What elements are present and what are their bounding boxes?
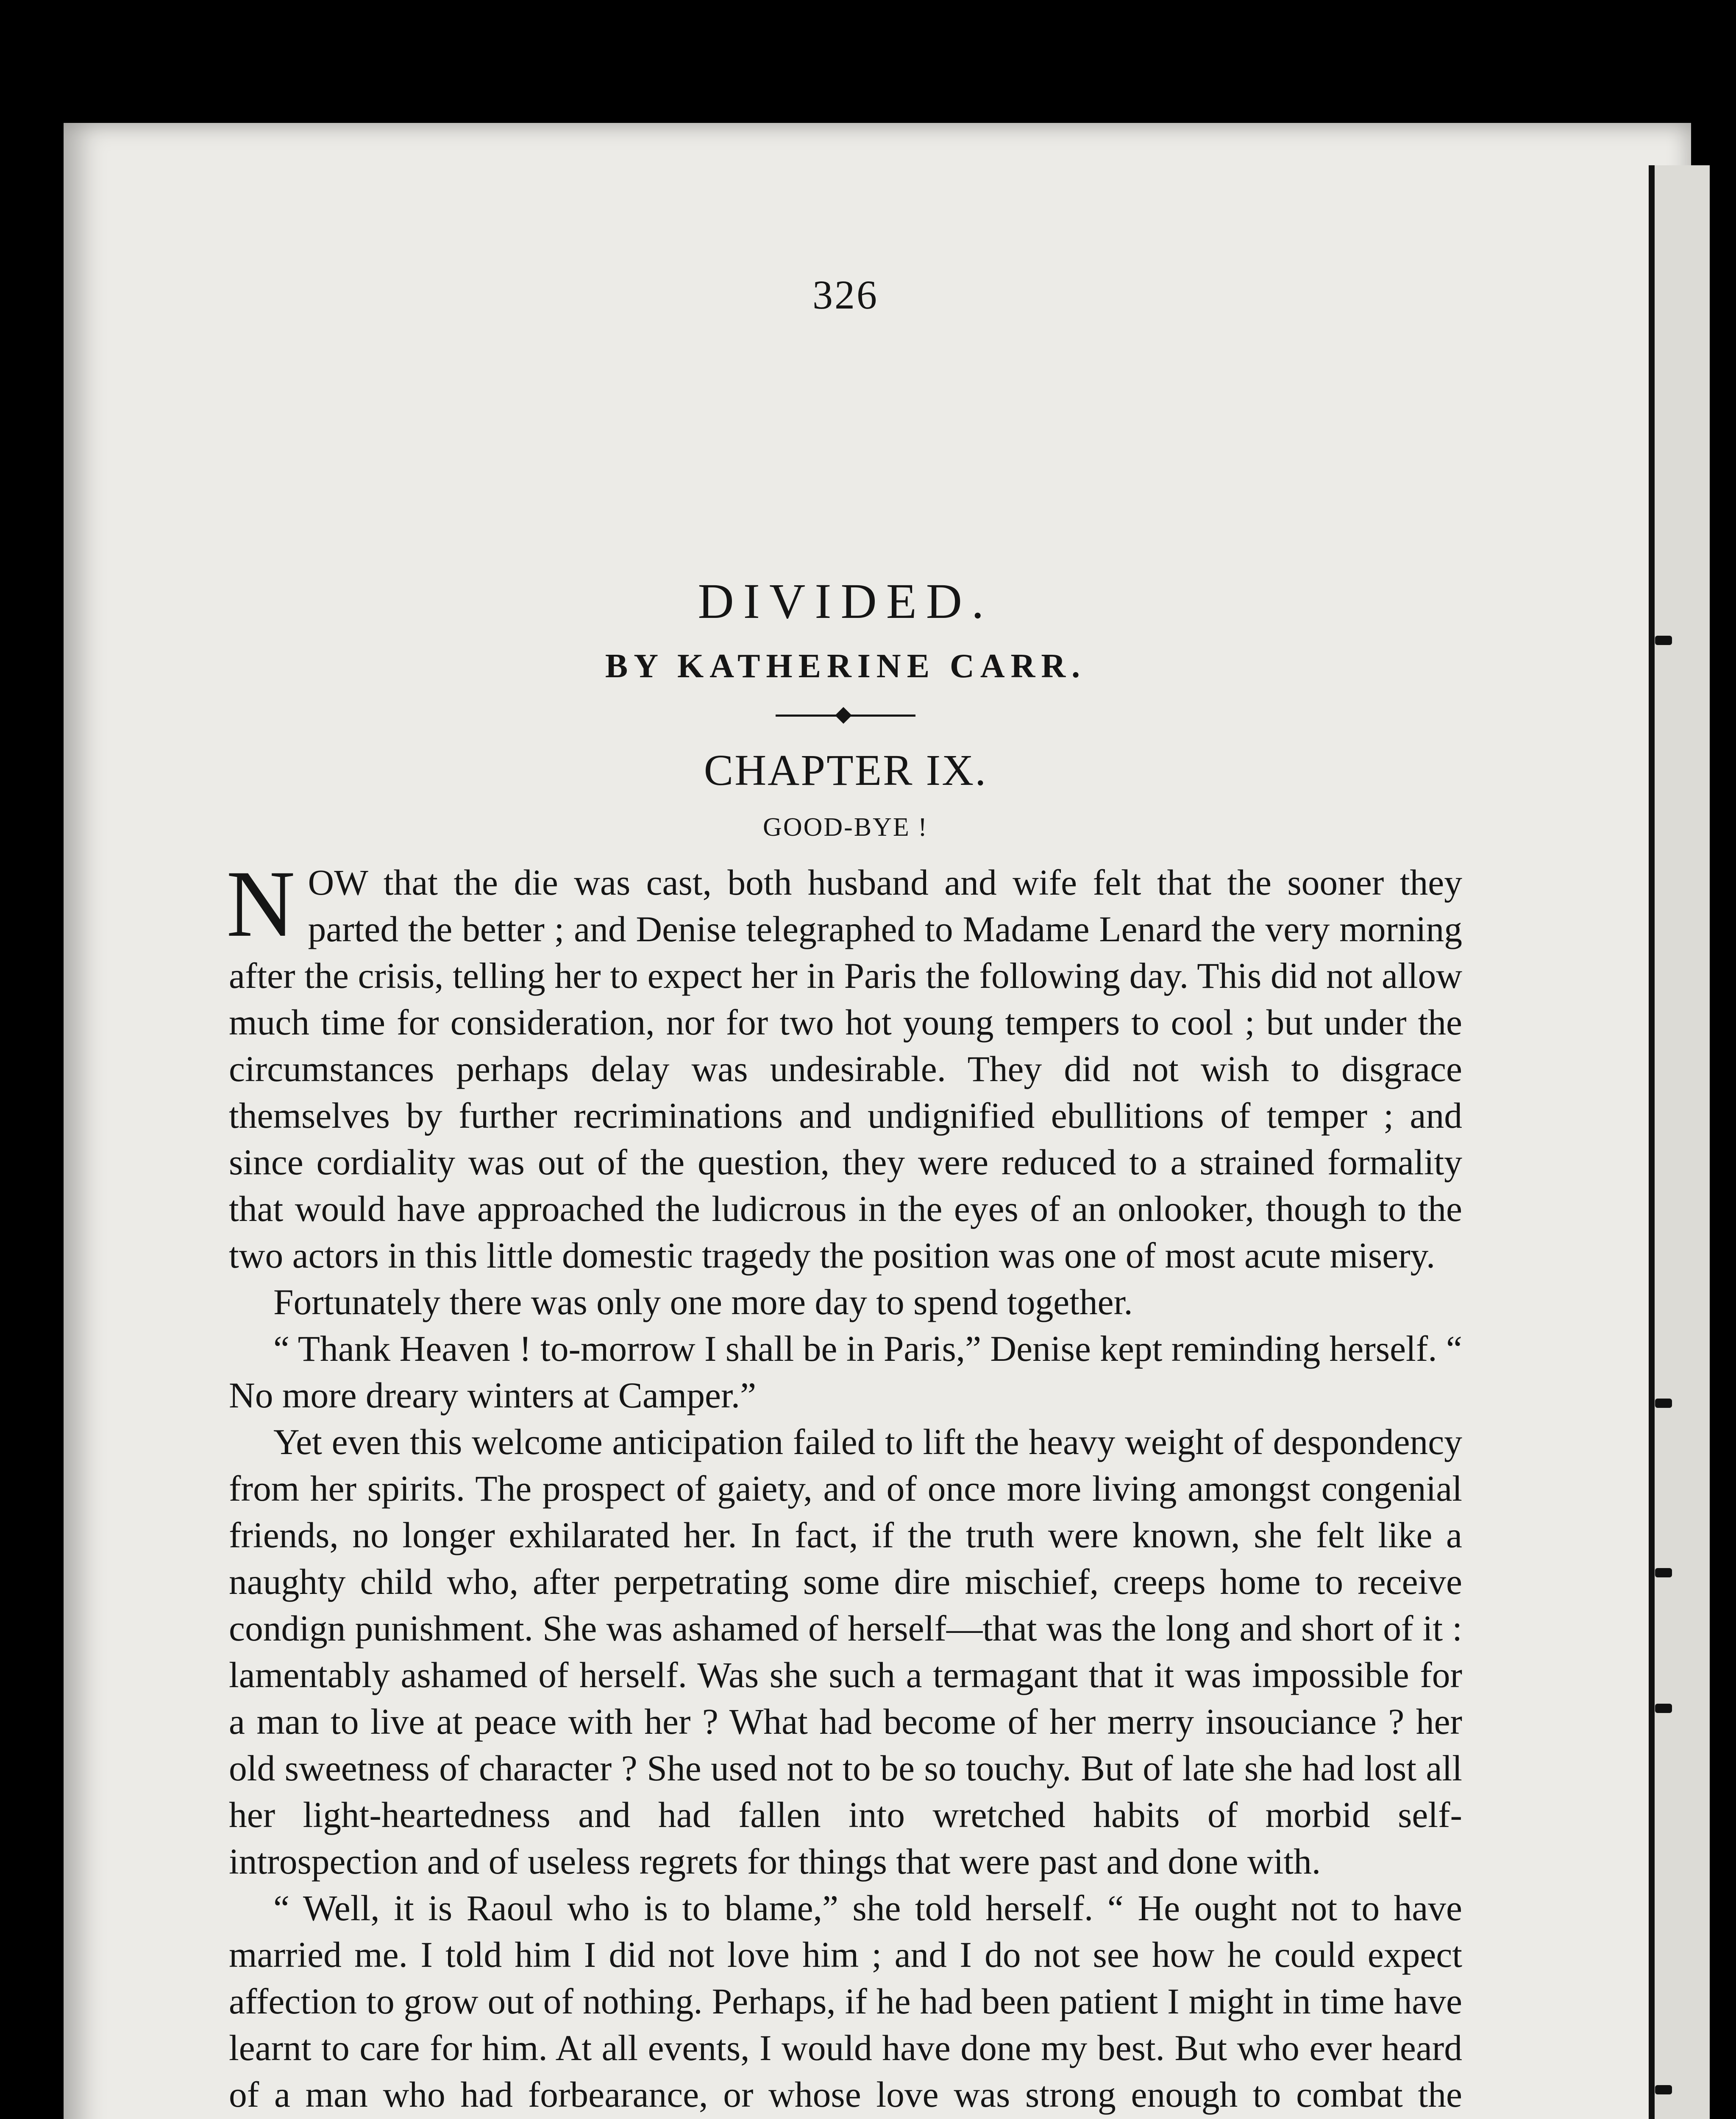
paragraph: Fortunately there was only one more day to spend together.	[273, 1282, 1133, 1322]
paragraph: “ Well, it is Raoul who is to blame,” she told herself. “ He ought not to have married me. I told him I did not love him ; and I do not see how he could expect affection to grow out of nothing. Perhaps, if he had been patient I might in time have learnt to care for him. At all events, I would have done my best. But who ever heard of a man who had forbearance, or whose love was strong enough to combat the	[229, 1888, 1462, 2115]
paragraph: NOW that the die was cast, both husband and wife felt that the sooner they parted the better ; and Denise telegraphed to Madame Lenard the very morning after the crisis, telling her to expect her in Paris the following day. This did not allow much time for consideration, nor for two hot young tempers to cool ; but under the circumstances perhaps delay was undesirable. They did not wish to disgrace themselves by further recriminations and undignified ebullitions of temper ; and since cordiality was out of the question, they were reduced to a strained formality that would have approached the ludicrous in the eyes of an onlooker, though to the two actors in this little domestic tragedy the position was one of most acute misery.	[226, 851, 1462, 1276]
binding-thread-mark	[1655, 2085, 1672, 2094]
ornament-divider	[776, 707, 915, 724]
chapter-heading: CHAPTER IX.	[704, 746, 988, 795]
page-content	[226, 271, 1462, 2119]
binding-thread-mark	[1655, 636, 1672, 645]
facing-page-edge	[1649, 165, 1710, 2119]
page-number: 326	[812, 272, 879, 317]
story-title: DIVIDED.	[698, 573, 993, 629]
binding-thread-mark	[1655, 1568, 1672, 1577]
chapter-subtitle: GOOD-BYE !	[763, 813, 928, 842]
binding-thread-mark	[1655, 1399, 1672, 1408]
body-text	[226, 851, 1462, 2119]
byline: BY KATHERINE CARR.	[605, 648, 1086, 685]
binding-thread-mark	[1655, 1704, 1672, 1713]
paragraph: Yet even this welcome anticipation failed to lift the heavy weight of despondency from her spirits. The prospect of gaiety, and of once more living amongst congenial friends, no longer exhilarated her. In fact, if the truth were known, she felt like a naughty child who, after perpetrating some dire mischief, creeps home to receive condign punishment. She was ashamed of herself—that was the long and short of it : lamentably ashamed of herself. Was she such a termagant that it was impossible for a man to live at peace with her ? What had become of her merry insouciance ? her old sweetness of character ? She used not to be so touchy. But of late she had lost all her light-heartedness and had fallen into wretched habits of morbid self-introspection and of useless regrets for things that were past and done with.	[229, 1422, 1462, 1882]
drop-cap: N	[226, 851, 295, 957]
paragraph: “ Thank Heaven ! to-morrow I shall be in Paris,” Denise kept reminding herself. “ No more dreary winters at Camper.”	[229, 1329, 1462, 1415]
